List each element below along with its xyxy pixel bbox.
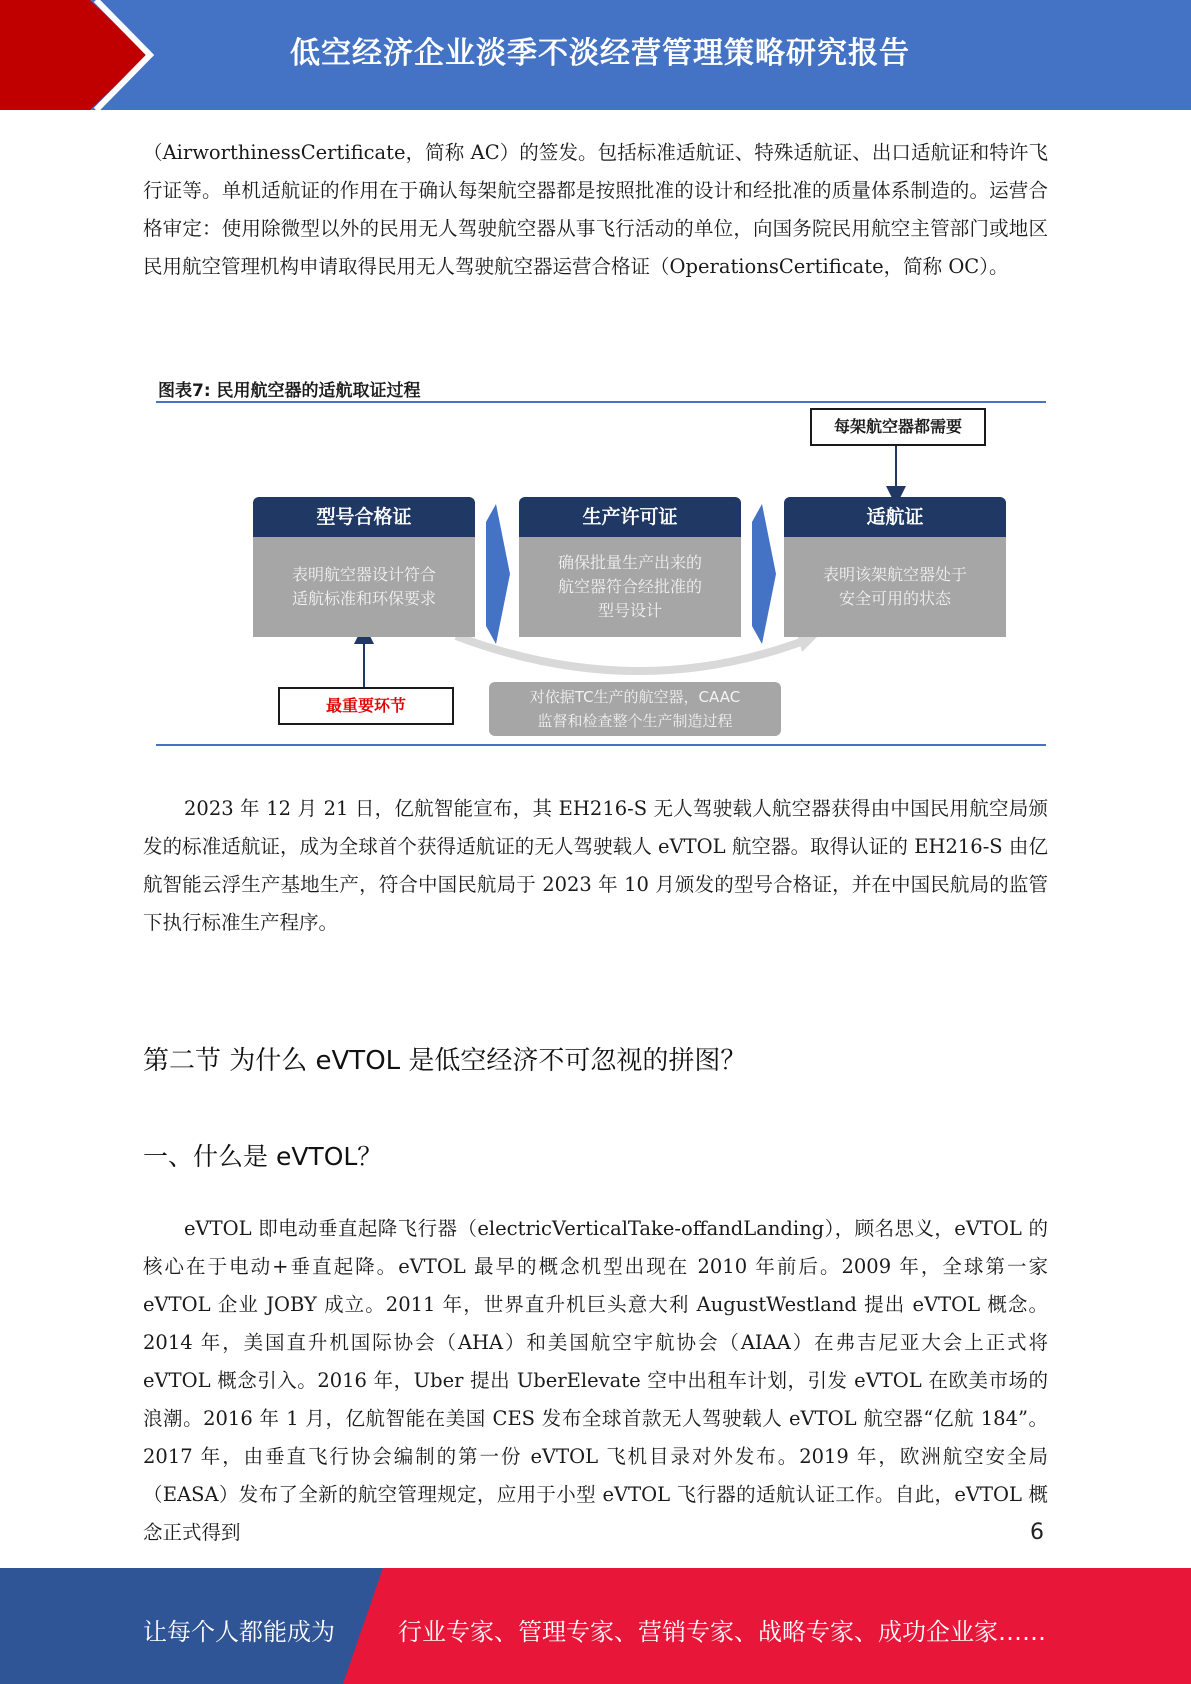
type-certificate-line-2: 适航标准和环保要求: [291, 589, 436, 608]
production-certificate-line-3: 型号设计: [597, 601, 662, 620]
production-certificate-line-2: 航空器符合经批准的: [557, 577, 702, 596]
paragraph-airworthiness: （AirworthinessCertificate，简称 AC）的签发。包括标准适航证、特殊适航证、出口适航证和特许飞行证等。单机适航证的作用在于确认每架航空器都是按照批准的设计和经批准的质量体系制造的。运营合格审定：使用除微型以外的民用无人驾驶航空器从事飞行活动的单位，向国务院民用航空主管部门或地区民用航空管理机构申请取得民用无人驾驶航空器运营合格证（OperationsCertificate，简称 OC）。: [143, 141, 1048, 278]
every-aircraft-note: 每架航空器都需要: [810, 408, 986, 446]
most-important-note: 最重要环节: [278, 687, 454, 725]
section-heading: 第二节 为什么 eVTOL 是低空经济不可忽视的拼图？: [143, 1046, 747, 1076]
caac-note-line-2: 监督和检查整个生产制造过程: [537, 712, 733, 730]
production-certificate-body: [519, 537, 741, 637]
airworthiness-certificate-header: 适航证: [784, 497, 1006, 537]
subsection-heading: 一、什么是 eVTOL？: [143, 1142, 383, 1171]
footer-slogan-right: 行业专家、管理专家、营销专家、战略专家、成功企业家……: [398, 1618, 1046, 1646]
airworthiness-certificate-body: [784, 537, 1006, 637]
figure-bottom-rule: [156, 744, 1046, 746]
production-certificate-header: 生产许可证: [519, 497, 741, 537]
page-footer: [0, 1568, 1191, 1684]
footer-slogan-left: 让每个人都能成为: [143, 1618, 335, 1646]
certification-diagram: [156, 404, 1046, 742]
type-certificate-line-1: 表明航空器设计符合: [291, 565, 436, 584]
paragraph-ehang-certificate: 2023 年 12 月 21 日，亿航智能宣布，其 EH216-S 无人驾驶载人航空器获得由中国民用航空局颁发的标准适航证，成为全球首个获得适航证的无人驾驶载人 eVTOL 航空器。取得认证的 EH216-S 由亿航智能云浮生产基地生产，符合中国民航局于 2023 年 10 月颁发的型号合格证，并在中国民航局的监管下执行标准生产程序。: [143, 797, 1048, 934]
type-certificate-body: [253, 537, 475, 637]
report-title: 低空经济企业淡季不淡经营管理策略研究报告: [290, 36, 910, 71]
airworthiness-certificate-line-2: 安全可用的状态: [838, 589, 951, 608]
caac-supervision-note: [489, 682, 781, 736]
page-number: 6: [1030, 1520, 1044, 1545]
page-header: [0, 0, 1191, 110]
type-certificate-header: 型号合格证: [253, 497, 475, 537]
figure-title: 图表7: 民用航空器的适航取证过程: [158, 381, 421, 401]
airworthiness-certificate-line-1: 表明该架航空器处于: [822, 565, 967, 584]
figure-top-rule: [156, 401, 1046, 403]
paragraph-evtol-history: eVTOL 即电动垂直起降飞行器（electricVerticalTake-offandLanding），顾名思义，eVTOL 的核心在于电动+垂直起降。eVTOL 最早的概念机型出现在 2010 年前后。2009 年，全球第一家 eVTOL 企业 JOBY 成立。2011 年，世界直升机巨头意大利 AugustWestland 提出 eVTOL 概念。2014 年，美国直升机国际协会（AHA）和美国航空宇航协会（AIAA）在弗吉尼亚大会上正式将 eVTOL 概念引入。2016 年，Uber 提出 UberElevate 空中出租车计划，引发 eVTOL 在欧美市场的浪潮。2016 年 1 月，亿航智能在美国 CES 发布全球首款无人驾驶载人 eVTOL 航空器“亿航 184”。2017 年，由垂直飞行协会编制的第一份 eVTOL 飞机目录对外发布。2019 年，欧洲航空安全局（EASA）发布了全新的航空管理规定，应用于小型 eVTOL 飞行器的适航认证工作。自此，eVTOL 概念正式得到: [143, 1217, 1048, 1544]
caac-note-line-1: 对依据TC生产的航空器，CAAC: [529, 688, 741, 706]
production-certificate-line-1: 确保批量生产出来的: [557, 553, 702, 572]
